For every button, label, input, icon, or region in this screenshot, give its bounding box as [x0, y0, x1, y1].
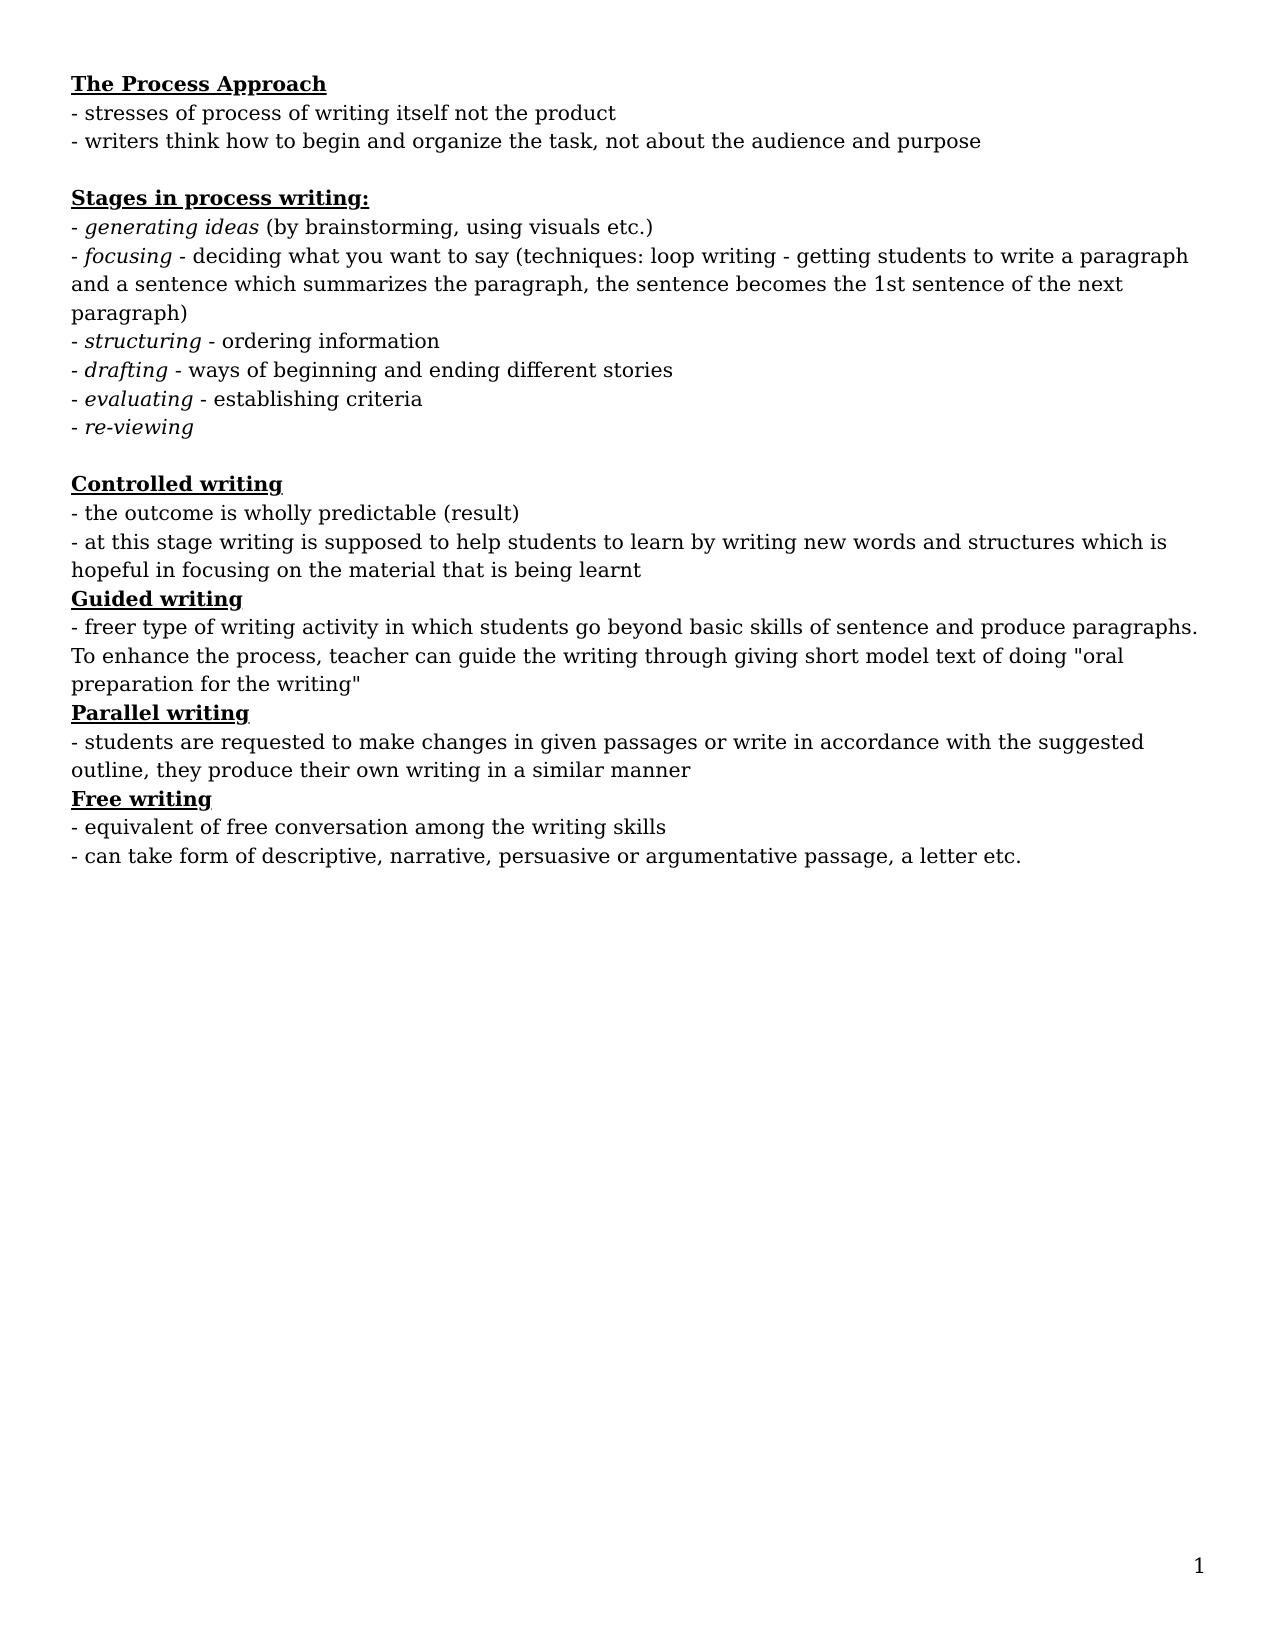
section-parallel-writing — [71, 699, 1211, 785]
stage-item — [71, 327, 1211, 356]
bullet-prefix: - — [71, 386, 85, 411]
stage-term: structuring — [84, 329, 202, 354]
section-guided-writing — [71, 585, 1211, 699]
bullet-line: - writers think how to begin and organize the task, not about the audience and purpose — [71, 129, 982, 154]
section-heading: Guided writing — [71, 586, 243, 611]
stage-term: re-viewing — [84, 415, 195, 440]
stage-description: - ordering information — [201, 329, 440, 354]
section-stages — [71, 184, 1211, 441]
section-process-approach — [71, 70, 1211, 156]
page-number: 1 — [1192, 1554, 1206, 1578]
bullet-line: - at this stage writing is supposed to help students to learn by writing new words and structures which is hopeful in focusing on the material that is being learnt — [71, 529, 1168, 583]
stage-term: evaluating — [84, 386, 194, 411]
stage-description: (by brainstorming, using visuals etc.) — [259, 214, 654, 239]
bullet-prefix: - — [71, 415, 85, 440]
bullet-line: - can take form of descriptive, narrative, persuasive or argumentative passage, a letter etc. — [71, 844, 1022, 869]
stage-term: focusing — [84, 243, 173, 268]
section-heading: The Process Approach — [71, 72, 327, 96]
stage-item — [71, 242, 1211, 328]
document-body — [71, 70, 1211, 871]
stage-item — [71, 385, 1211, 414]
section-controlled-writing — [71, 470, 1211, 584]
bullet-line: - the outcome is wholly predictable (result) — [71, 500, 520, 525]
blank-line — [71, 442, 1211, 471]
bullet-prefix: - — [71, 357, 85, 382]
section-heading: Free writing — [71, 786, 212, 811]
stage-description: - deciding what you want to say (techniques: loop writing - getting students to write a paragraph and a sentence which summarizes the paragraph, the sentence becomes the 1st sentence of the next paragraph) — [71, 243, 1189, 325]
stage-item — [71, 356, 1211, 385]
stage-item — [71, 213, 1211, 242]
bullet-line: - stresses of process of writing itself not the product — [71, 100, 617, 125]
stage-term: generating ideas — [84, 214, 260, 239]
section-heading: Stages in process writing: — [71, 186, 370, 211]
bullet-line: - freer type of writing activity in which students go beyond basic skills of sentence and produce paragraphs. To enhance the process, teacher can guide the writing through giving short model text of doing "oral preparation for the writing" — [71, 615, 1199, 697]
stage-term: drafting — [84, 357, 169, 382]
bullet-prefix: - — [71, 243, 85, 268]
stage-item — [71, 413, 1211, 442]
stage-description: - establishing criteria — [193, 386, 423, 411]
bullet-line: - equivalent of free conversation among the writing skills — [71, 815, 667, 840]
section-heading: Parallel writing — [71, 701, 250, 726]
section-free-writing — [71, 785, 1211, 871]
bullet-prefix: - — [71, 329, 85, 354]
stage-description: - ways of beginning and ending different stories — [168, 357, 674, 382]
bullet-line: - students are requested to make changes in given passages or write in accordance with the suggested outline, they produce their own writing in a similar manner — [71, 729, 1145, 783]
bullet-prefix: - — [71, 214, 85, 239]
blank-line — [71, 156, 1211, 185]
section-heading: Controlled writing — [71, 472, 283, 497]
